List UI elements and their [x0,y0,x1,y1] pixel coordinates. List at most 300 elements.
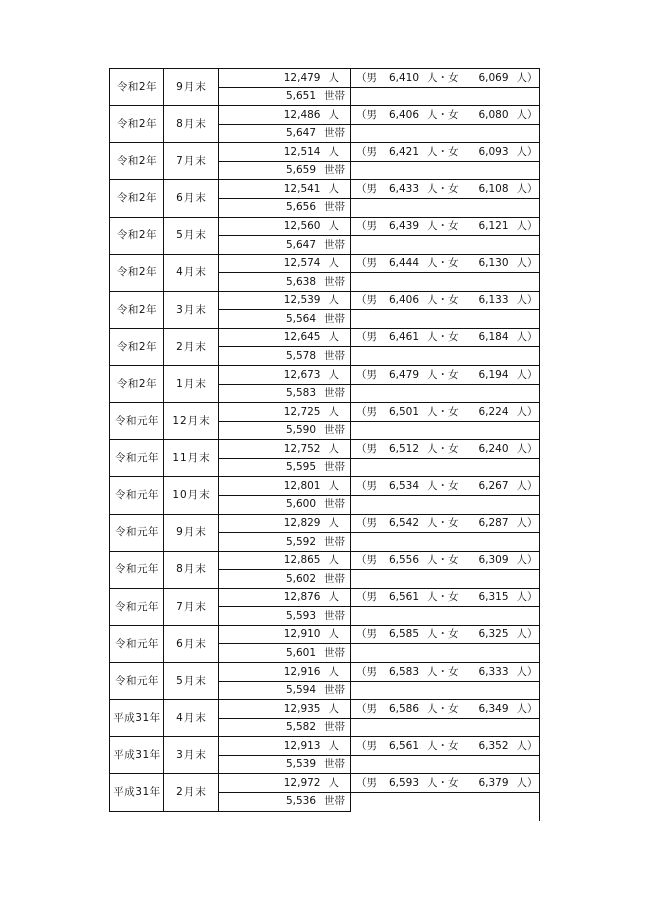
population-value: 12,752 [283,442,321,455]
population-cell [218,476,351,495]
male-value: 6,542 [388,517,419,530]
month-label: 3月末 [176,303,207,316]
female-label: 人・女 [427,405,459,418]
male-label: （男 [356,665,377,678]
month-label: 8月末 [176,117,207,130]
close-unit: 人） [516,739,538,752]
female-value: 6,080 [478,108,509,121]
month-label: 6月末 [176,192,207,205]
households-value: 5,647 [285,238,316,251]
sex-breakdown-cell [350,217,540,236]
month-label: 7月末 [176,600,207,613]
households-cell [218,643,351,662]
male-label: （男 [356,331,377,344]
population-cell [218,402,351,421]
era-cell [109,662,164,699]
close-unit: 人） [516,257,538,270]
era-cell [109,68,164,105]
era-cell [109,736,164,773]
close-unit: 人） [516,331,538,344]
population-value: 12,574 [283,257,321,270]
population-value: 12,560 [283,220,321,233]
era-label: 令和2年 [116,117,158,130]
male-label: （男 [356,628,377,641]
households-value: 5,593 [285,609,316,622]
month-label: 10月末 [172,489,211,502]
era-label: 平成31年 [113,786,161,799]
blank-cell [350,384,540,403]
households-cell [218,569,351,588]
population-value: 12,910 [283,628,321,641]
close-unit: 人） [516,517,538,530]
household-unit: 世帯 [324,758,345,771]
male-value: 6,501 [388,405,419,418]
male-label: （男 [356,517,377,530]
person-unit: 人 [328,108,339,121]
person-unit: 人 [328,71,339,84]
era-cell [109,551,164,588]
population-value: 12,865 [283,554,321,567]
person-unit: 人 [328,739,339,752]
blank-cell [350,198,540,217]
sex-breakdown-cell [350,699,540,718]
era-cell [109,439,164,476]
sex-breakdown-cell [350,179,540,198]
population-value: 12,801 [283,479,321,492]
era-cell [109,514,164,551]
male-label: （男 [356,776,377,789]
population-cell [218,365,351,384]
era-cell [109,476,164,513]
female-label: 人・女 [427,182,459,195]
month-cell [163,254,219,291]
female-label: 人・女 [427,257,459,270]
households-value: 5,601 [285,646,316,659]
female-value: 6,349 [478,702,509,715]
era-cell [109,588,164,625]
blank-cell [350,606,540,625]
table-row [109,588,540,625]
era-label: 平成31年 [113,749,161,762]
person-unit: 人 [328,405,339,418]
male-label: （男 [356,591,377,604]
era-label: 令和2年 [116,80,158,93]
population-cell [218,736,351,755]
households-value: 5,638 [285,275,316,288]
household-unit: 世帯 [324,721,345,734]
era-cell [109,402,164,439]
era-label: 平成31年 [113,711,161,724]
sex-breakdown-cell [350,662,540,681]
household-unit: 世帯 [324,684,345,697]
era-label: 令和2年 [116,229,158,242]
female-label: 人・女 [427,776,459,789]
person-unit: 人 [328,331,339,344]
female-value: 6,315 [478,591,509,604]
blank-cell [350,792,540,811]
female-value: 6,133 [478,294,509,307]
blank-cell [350,346,540,365]
households-value: 5,595 [285,461,316,474]
table-row [109,254,540,291]
era-cell [109,773,164,810]
household-unit: 世帯 [324,312,345,325]
population-value: 12,514 [283,145,321,158]
close-unit: 人） [516,368,538,381]
population-cell [218,699,351,718]
population-value: 12,972 [283,776,321,789]
blank-cell [350,421,540,440]
era-cell [109,105,164,142]
month-cell [163,699,219,736]
month-label: 11月末 [172,452,211,465]
female-value: 6,309 [478,554,509,567]
population-cell [218,291,351,310]
blank-cell [350,681,540,700]
household-unit: 世帯 [324,90,345,103]
blank-cell [350,309,540,328]
households-value: 5,647 [285,127,316,140]
sex-breakdown-cell [350,625,540,644]
table-row [109,514,540,551]
male-value: 6,512 [388,442,419,455]
sex-breakdown-cell [350,476,540,495]
month-cell [163,328,219,365]
households-value: 5,590 [285,424,316,437]
female-label: 人・女 [427,368,459,381]
month-cell [163,105,219,142]
population-cell [218,551,351,570]
month-cell [163,68,219,105]
person-unit: 人 [328,145,339,158]
households-cell [218,272,351,291]
close-unit: 人） [516,294,538,307]
population-value: 12,916 [283,665,321,678]
households-value: 5,651 [285,90,316,103]
table-row [109,439,540,476]
era-label: 令和元年 [115,600,159,613]
households-value: 5,564 [285,312,316,325]
male-value: 6,410 [388,71,419,84]
era-label: 令和元年 [115,526,159,539]
household-unit: 世帯 [324,795,345,808]
male-value: 6,583 [388,665,419,678]
male-value: 6,585 [388,628,419,641]
female-value: 6,352 [478,739,509,752]
person-unit: 人 [328,776,339,789]
month-cell [163,736,219,773]
female-value: 6,287 [478,517,509,530]
population-cell [218,773,351,792]
month-label: 9月末 [176,526,207,539]
sex-breakdown-cell [350,328,540,347]
households-cell [218,755,351,774]
households-value: 5,602 [285,572,316,585]
month-label: 2月末 [176,786,207,799]
male-label: （男 [356,71,377,84]
female-label: 人・女 [427,702,459,715]
female-label: 人・女 [427,108,459,121]
right-border-tail [539,811,540,821]
male-value: 6,593 [388,776,419,789]
male-label: （男 [356,294,377,307]
month-cell [163,217,219,254]
household-unit: 世帯 [324,387,345,400]
household-unit: 世帯 [324,609,345,622]
population-value: 12,876 [283,591,321,604]
households-cell [218,792,351,811]
month-label: 2月末 [176,340,207,353]
table-row [109,551,540,588]
close-unit: 人） [516,182,538,195]
male-label: （男 [356,739,377,752]
sex-breakdown-cell [350,773,540,792]
male-value: 6,479 [388,368,419,381]
household-unit: 世帯 [324,238,345,251]
male-value: 6,406 [388,294,419,307]
households-cell [218,346,351,365]
population-cell [218,328,351,347]
sex-breakdown-cell [350,365,540,384]
table-row [109,625,540,662]
female-value: 6,333 [478,665,509,678]
households-value: 5,578 [285,349,316,362]
female-value: 6,130 [478,257,509,270]
blank-cell [350,161,540,180]
male-value: 6,439 [388,220,419,233]
population-cell [218,662,351,681]
era-cell [109,254,164,291]
month-label: 6月末 [176,637,207,650]
close-unit: 人） [516,665,538,678]
month-cell [163,551,219,588]
households-cell [218,124,351,143]
era-cell [109,625,164,662]
sex-breakdown-cell [350,291,540,310]
households-value: 5,583 [285,387,316,400]
population-value: 12,479 [283,71,321,84]
households-cell [218,532,351,551]
month-cell [163,514,219,551]
sex-breakdown-cell [350,402,540,421]
month-cell [163,439,219,476]
table-row [109,142,540,179]
month-label: 4月末 [176,711,207,724]
era-label: 令和元年 [115,637,159,650]
month-cell [163,588,219,625]
households-cell [218,384,351,403]
era-label: 令和元年 [115,563,159,576]
close-unit: 人） [516,220,538,233]
male-label: （男 [356,257,377,270]
household-unit: 世帯 [324,646,345,659]
population-cell [218,514,351,533]
blank-cell [350,87,540,106]
households-value: 5,536 [285,795,316,808]
male-value: 6,461 [388,331,419,344]
households-value: 5,582 [285,721,316,734]
sex-breakdown-cell [350,68,540,87]
male-label: （男 [356,108,377,121]
female-value: 6,093 [478,145,509,158]
population-cell [218,439,351,458]
person-unit: 人 [328,479,339,492]
male-value: 6,556 [388,554,419,567]
male-label: （男 [356,479,377,492]
household-unit: 世帯 [324,572,345,585]
era-cell [109,365,164,402]
male-label: （男 [356,182,377,195]
person-unit: 人 [328,182,339,195]
male-label: （男 [356,220,377,233]
table-row [109,291,540,328]
person-unit: 人 [328,665,339,678]
population-cell [218,217,351,236]
households-cell [218,161,351,180]
close-unit: 人） [516,628,538,641]
male-value: 6,586 [388,702,419,715]
female-label: 人・女 [427,294,459,307]
female-label: 人・女 [427,554,459,567]
sex-breakdown-cell [350,105,540,124]
male-value: 6,421 [388,145,419,158]
table-row [109,476,540,513]
female-label: 人・女 [427,591,459,604]
month-label: 3月末 [176,749,207,762]
population-cell [218,142,351,161]
household-unit: 世帯 [324,461,345,474]
female-value: 6,379 [478,776,509,789]
male-label: （男 [356,145,377,158]
population-cell [218,179,351,198]
households-cell [218,681,351,700]
households-cell [218,495,351,514]
male-label: （男 [356,405,377,418]
sex-breakdown-cell [350,254,540,273]
table-row [109,365,540,402]
era-cell [109,179,164,216]
table-row [109,402,540,439]
households-value: 5,594 [285,684,316,697]
table-bottom-border [109,811,351,812]
table-row [109,179,540,216]
population-value: 12,645 [283,331,321,344]
close-unit: 人） [516,405,538,418]
households-cell [218,606,351,625]
era-cell [109,328,164,365]
month-label: 8月末 [176,563,207,576]
population-value: 12,541 [283,182,321,195]
person-unit: 人 [328,442,339,455]
blank-cell [350,569,540,588]
table-row [109,68,540,105]
month-label: 7月末 [176,155,207,168]
households-cell [218,718,351,737]
person-unit: 人 [328,517,339,530]
population-value: 12,539 [283,294,321,307]
female-value: 6,240 [478,442,509,455]
sex-breakdown-cell [350,588,540,607]
month-cell [163,365,219,402]
table-row [109,662,540,699]
table-row [109,736,540,773]
female-value: 6,121 [478,220,509,233]
households-value: 5,539 [285,758,316,771]
male-value: 6,406 [388,108,419,121]
female-label: 人・女 [427,145,459,158]
person-unit: 人 [328,554,339,567]
female-value: 6,194 [478,368,509,381]
male-label: （男 [356,702,377,715]
blank-cell [350,124,540,143]
female-label: 人・女 [427,479,459,492]
male-value: 6,433 [388,182,419,195]
month-cell [163,142,219,179]
female-label: 人・女 [427,220,459,233]
male-label: （男 [356,368,377,381]
month-cell [163,662,219,699]
household-unit: 世帯 [324,201,345,214]
female-label: 人・女 [427,739,459,752]
population-value: 12,913 [283,739,321,752]
era-cell [109,142,164,179]
households-cell [218,458,351,477]
household-unit: 世帯 [324,127,345,140]
female-label: 人・女 [427,628,459,641]
era-label: 令和元年 [115,674,159,687]
households-value: 5,592 [285,535,316,548]
female-value: 6,069 [478,71,509,84]
sex-breakdown-cell [350,142,540,161]
blank-cell [350,718,540,737]
era-label: 令和2年 [116,377,158,390]
population-cell [218,254,351,273]
household-unit: 世帯 [324,275,345,288]
male-value: 6,444 [388,257,419,270]
person-unit: 人 [328,628,339,641]
month-cell [163,476,219,513]
population-value: 12,673 [283,368,321,381]
blank-cell [350,272,540,291]
households-cell [218,198,351,217]
sex-breakdown-cell [350,439,540,458]
households-cell [218,87,351,106]
female-label: 人・女 [427,517,459,530]
month-label: 9月末 [176,80,207,93]
households-cell [218,421,351,440]
month-label: 5月末 [176,674,207,687]
close-unit: 人） [516,71,538,84]
male-value: 6,534 [388,479,419,492]
month-label: 5月末 [176,229,207,242]
population-cell [218,105,351,124]
household-unit: 世帯 [324,349,345,362]
households-value: 5,659 [285,164,316,177]
household-unit: 世帯 [324,535,345,548]
blank-cell [350,235,540,254]
person-unit: 人 [328,702,339,715]
sex-breakdown-cell [350,551,540,570]
blank-cell [350,532,540,551]
population-value: 12,486 [283,108,321,121]
male-value: 6,561 [388,739,419,752]
table-row [109,217,540,254]
blank-cell [350,755,540,774]
female-label: 人・女 [427,442,459,455]
population-cell [218,588,351,607]
table-row [109,773,540,810]
era-label: 令和2年 [116,192,158,205]
